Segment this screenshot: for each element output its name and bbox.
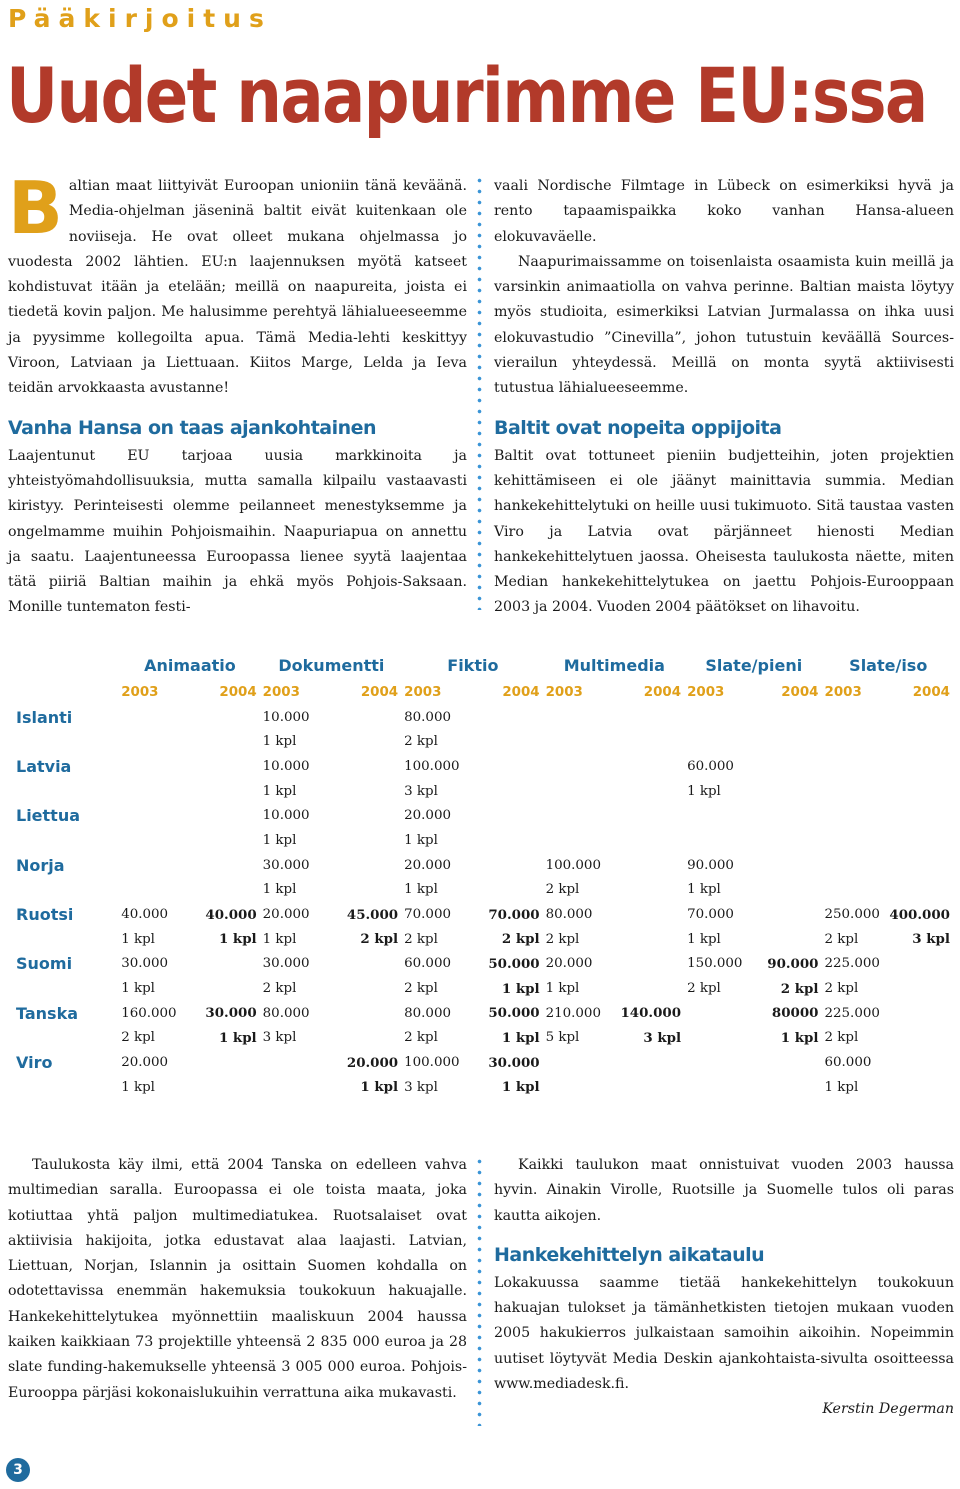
grant-cell-2003: 2 kpl [262,981,297,997]
grant-cell-2003: 2 kpl [404,981,438,997]
grant-cell-2003: 5 kpl [545,1030,580,1046]
grant-cell-2004 [754,729,823,754]
table-row [6,1001,954,1026]
subheading-schedule: Hankekehittelyn aikataulu [494,1243,765,1266]
grant-cell-2003: 100.000 [404,758,460,774]
grant-cell-2004 [190,779,261,804]
intro-paragraph [8,166,467,402]
year-header: 2004 [502,684,540,700]
article-column-right [494,174,954,614]
grant-cell-2004 [614,853,685,878]
country-label: Tanska [16,1003,78,1023]
development-grants-table [6,650,954,1100]
grant-cell-2003: 1 kpl [262,882,297,898]
grant-cell-2003: 2 kpl [404,1030,438,1046]
grant-cell-2004 [473,878,544,903]
grant-cell-2004: 1 kpl [218,931,257,948]
grant-cell-2004: 1 kpl [218,1029,257,1046]
grant-cell-2004 [754,1075,823,1100]
year-header-row [6,680,954,705]
grant-cell-2004 [190,729,261,754]
category-header: Dokumentti [278,655,385,675]
grant-cell-2003: 90.000 [687,857,734,873]
table-row [6,1050,954,1075]
grant-cell-2004 [473,828,544,853]
grant-cell-2004 [331,1026,402,1051]
year-header: 2004 [781,684,819,700]
grant-cell-2003: 20.000 [404,857,451,873]
grant-cell-2003 [685,1001,754,1026]
grant-cell-2003 [119,729,190,754]
year-header: 2003 [404,684,442,700]
category-header: Fiktio [447,655,499,675]
grant-cell-2004: 1 kpl [501,1029,540,1046]
paragraph-hansa-part1: Laajentunut EU tarjoaa uusia markkinoita ja yhteistyömahdollisuuksia, mutta samalla kilpailu vastaavasti kiristyy. Perinteisesti olemme peilanneet menestyksemme ja ongelmamme muihin Pohjoismaihin. Naapuriapua on annettu ja saatu. Laajentuneessa Euroopassa lienee syytä laajentaa tätä piiriä Baltian maihin ja ehkä myös Pohjois-Saksaan. Monille tuntematon festi- [8,447,467,616]
article-bottom-left [8,1153,467,1406]
category-header: Slate/iso [849,655,928,675]
grant-cell-2004: 90.000 [767,955,819,972]
grant-cell-2004 [754,853,823,878]
drop-cap: B [8,166,63,250]
grant-cell-2003 [544,1050,615,1075]
grant-cell-2003: 2 kpl [121,1030,155,1046]
grant-cell-2004: 140.000 [620,1005,682,1022]
grant-cell-2003: 2 kpl [404,734,438,750]
grant-cell-2003: 1 kpl [262,931,297,947]
grant-cell-2004 [888,976,954,1001]
grant-cell-2004 [614,1075,685,1100]
grant-cell-2003: 2 kpl [824,981,859,997]
grant-cell-2003 [823,828,889,853]
grant-cell-2003: 100.000 [404,1055,460,1071]
grant-cell-2003 [685,1050,754,1075]
grant-cell-2004 [888,1026,954,1051]
grant-cell-2003: 1 kpl [262,783,297,799]
grant-cell-2004 [614,927,685,952]
grant-cell-2004 [190,976,261,1001]
grant-cell-2004 [614,902,685,927]
year-header: 2004 [643,684,682,700]
grant-cell-2004 [888,1050,954,1075]
paragraph-table-summary: Taulukosta käy ilmi, että 2004 Tanska on edelleen vahva multimedian saralla. Euroopassa ei ole toista maata, joka kotiuttaa yhtä paljon multimediatukea. Ruotsalaiset ovat aktiivisia hakijoita, jotka edustavat alaa laajasti. Latvian, Liettuan, Norjan, Islannin ja osittain Suomen kohdalla on odotettavissa enemmän hakemuksia toukokuun hakuajalle. Hankekehittelytukea myönnettiin maaliskuun 2004 haussa kaiken kaikkiaan 73 projektille yhteensä 2 835 000 euroa ja 28 slate funding-hakemukselle yhteensä 3 005 000 euroa. Pohjois-Eurooppa pärjäsi kokonaislukuihin verrattuna aika mukavasti. [8,1157,467,1401]
grant-cell-2003: 1 kpl [262,832,297,848]
grant-cell-2003 [685,828,754,853]
grant-cell-2004 [888,754,954,779]
grant-cell-2003 [119,754,190,779]
grant-cell-2003: 2 kpl [824,1030,859,1046]
grant-cell-2003: 20.000 [262,907,310,923]
grant-cell-2004 [473,705,544,730]
category-header: Slate/pieni [705,655,803,675]
year-header: 2004 [219,684,257,700]
grant-cell-2004 [473,803,544,828]
grant-cell-2004 [331,705,402,730]
grant-cell-2004 [473,779,544,804]
grant-cell-2003: 10.000 [262,709,310,725]
grant-cell-2003: 80.000 [545,907,593,923]
section-kicker: Pääkirjoitus [8,4,272,33]
country-label: Norja [16,855,65,875]
grant-cell-2004 [754,705,823,730]
grant-cell-2004 [754,803,823,828]
grant-cell-2003: 2 kpl [404,931,438,947]
grant-cell-2003: 30.000 [262,857,310,873]
grant-cell-2003: 225.000 [824,1005,880,1021]
grant-cell-2004 [331,729,402,754]
grant-cell-2004: 30.000 [205,1005,257,1022]
year-header: 2004 [360,684,399,700]
grant-cell-2003 [685,803,754,828]
table-row [6,927,954,952]
grant-cell-2003: 250.000 [824,907,880,923]
grant-cell-2004 [331,1001,402,1026]
grant-cell-2003: 30.000 [121,956,169,972]
grant-cell-2004 [888,729,954,754]
grant-cell-2003 [119,878,190,903]
grant-cell-2003 [119,779,190,804]
year-header: 2003 [262,684,300,700]
grant-cell-2004: 1 kpl [501,1079,540,1096]
grant-cell-2004 [190,828,261,853]
grant-cell-2003: 1 kpl [121,981,155,997]
grant-cell-2004 [754,878,823,903]
grant-cell-2004: 20.000 [346,1054,399,1071]
year-header: 2003 [824,684,862,700]
grant-cell-2003: 10.000 [262,808,310,824]
table-row [6,976,954,1001]
grant-cell-2004 [614,754,685,779]
grant-cell-2003 [823,705,889,730]
grant-cell-2004 [888,878,954,903]
year-header: 2003 [121,684,159,700]
grant-cell-2003: 150.000 [687,956,743,972]
grant-cell-2004: 50.000 [488,955,540,972]
subheading-hansa: Vanha Hansa on taas ajankohtainen [8,416,377,439]
grant-cell-2004 [331,853,402,878]
grant-cell-2003: 1 kpl [262,734,297,750]
grant-cell-2003 [685,705,754,730]
grant-cell-2004 [888,952,954,977]
grant-cell-2003: 3 kpl [262,1030,297,1046]
article-column-left [8,166,467,616]
column-divider-dots [477,175,482,610]
grant-cell-2003 [119,828,190,853]
grant-cell-2004 [614,828,685,853]
country-label: Ruotsi [16,905,74,925]
bottom-divider-dots [477,1156,482,1426]
table-row [6,803,954,828]
grant-cell-2004 [888,853,954,878]
grant-cell-2003 [685,729,754,754]
country-label: Suomi [16,954,73,974]
country-label: Latvia [16,756,72,776]
grant-cell-2004: 400.000 [889,906,950,923]
grant-cell-2004 [614,976,685,1001]
grant-cell-2004 [190,1075,261,1100]
grant-cell-2003: 1 kpl [121,1079,155,1095]
grant-cell-2003 [544,705,615,730]
subheading-baltics: Baltit ovat nopeita oppijoita [494,416,782,439]
grant-cell-2003: 60.000 [824,1055,872,1071]
grant-cell-2003: 10.000 [262,758,310,774]
grant-cell-2003: 2 kpl [545,882,580,898]
grant-cell-2004: 3 kpl [912,931,950,948]
grant-cell-2004: 2 kpl [360,931,399,948]
table-row [6,705,954,730]
grant-cell-2003: 1 kpl [545,981,580,997]
intro-text: altian maat liittyivät Euroopan unioniin tänä keväänä. Media-ohjelman jäseninä baltit eivät kuitenkaan ole noviiseja. He ovat olleet mukana ohjelmassa jo vuodesta 2002 lähtien. EU:n laajennuksen myötä katseet kohdistuvat itään ja etelään; meillä on naapureita, joista ei tiedetä kovin paljon. Me halusimme perehtyä lähialueeseemme ja pyysimme kollegoilta apua. Tämä Media-lehti keskittyy Viroon, Latviaan ja Liettuaan. Kiitos Marge, Lelda ja Ieva teidän arvokkaasta avustanne! [8,178,467,397]
grant-cell-2004 [331,952,402,977]
grant-cell-2004: 1 kpl [780,1029,819,1046]
paragraph-schedule: Lokakuussa saamme tietää hankekehittelyn toukokuun hakuajan tulokset ja tämänhetkisten tietojen mukaan vuoden 2005 hakukierros julkaistaan samoihin aikoihin. Nopeimmin uutiset löytyvät Media Deskin ajankohtaista-sivulta osoitteessa www.mediadesk.fi. [494,1274,954,1393]
country-label: Liettua [16,806,81,826]
category-header: Animaatio [144,655,236,675]
grant-cell-2003: 1 kpl [121,931,155,947]
grant-cell-2004: 1 kpl [501,980,540,997]
grant-cell-2004 [190,705,261,730]
grant-cell-2003: 210.000 [545,1005,601,1021]
grant-cell-2003: 1 kpl [687,931,721,947]
grant-cell-2004 [331,878,402,903]
grant-cell-2003: 2 kpl [545,931,580,947]
grant-cell-2004: 50.000 [488,1005,540,1022]
grant-cell-2003: 80.000 [404,709,451,725]
grant-cell-2004 [614,729,685,754]
grant-cell-2003: 2 kpl [824,931,859,947]
grant-cell-2003 [823,729,889,754]
table-row [6,754,954,779]
grant-cell-2003 [544,754,615,779]
page-title: Uudet naapurimme EU:ssa [6,51,927,140]
grant-cell-2003: 70.000 [687,907,734,923]
grant-cell-2004 [888,705,954,730]
grant-cell-2004 [331,828,402,853]
grant-cell-2004: 80000 [771,1005,819,1022]
page-number: 3 [6,1458,30,1482]
table-row [6,853,954,878]
grant-cell-2004: 30.000 [488,1054,540,1071]
grant-cell-2003: 20.000 [121,1055,169,1071]
grant-cell-2003 [823,803,889,828]
author-signature: Kerstin Degerman [822,1401,954,1418]
grant-cell-2003: 1 kpl [824,1079,859,1095]
grant-cell-2004: 2 kpl [780,980,819,997]
grant-cell-2004 [614,878,685,903]
grant-cell-2004 [888,803,954,828]
grant-cell-2003 [261,1075,332,1100]
grant-cell-2004 [754,1050,823,1075]
grant-cell-2003 [261,1050,332,1075]
grant-cell-2004 [331,754,402,779]
table-row [6,1026,954,1051]
grant-cell-2003: 3 kpl [404,1079,438,1095]
country-label: Islanti [16,707,73,727]
grant-cell-2003 [544,779,615,804]
grant-cell-2003: 20.000 [545,956,593,972]
grant-cell-2003: 2 kpl [687,981,721,997]
grant-cell-2004: 40.000 [205,906,257,923]
grant-cell-2004 [190,952,261,977]
grant-cell-2003: 20.000 [404,808,451,824]
grant-cell-2003 [823,878,889,903]
grant-cell-2004 [331,976,402,1001]
grant-cell-2003 [823,853,889,878]
year-header: 2003 [545,684,583,700]
grant-cell-2004 [754,754,823,779]
grant-cell-2004 [473,754,544,779]
table-row [6,952,954,977]
grant-cell-2003: 1 kpl [687,783,721,799]
grant-cell-2003 [119,803,190,828]
grant-cell-2003: 225.000 [824,956,880,972]
grant-cell-2003: 30.000 [262,956,310,972]
grant-rows [6,705,954,1100]
grant-cell-2003: 1 kpl [404,832,438,848]
table-row [6,878,954,903]
year-header: 2004 [912,684,950,700]
table-row [6,828,954,853]
category-header: Multimedia [563,655,665,675]
grant-cell-2004 [888,1001,954,1026]
grant-cell-2003: 60.000 [404,956,451,972]
table-row [6,729,954,754]
grant-cell-2004 [190,803,261,828]
grant-cell-2003: 3 kpl [404,783,438,799]
grant-cell-2004: 2 kpl [501,931,540,948]
grant-cell-2004 [190,754,261,779]
paragraph-hansa-part2: vaali Nordische Filmtage in Lübeck on esimerkiksi hyvä ja rento tapaamispaikka koko vanhan Hansa-alueen elokuvaväelle. [494,178,954,245]
grant-cell-2004 [614,803,685,828]
grant-cell-2004 [473,729,544,754]
grant-cell-2004: 3 kpl [643,1029,682,1046]
year-header: 2003 [687,684,725,700]
grant-cell-2003 [544,729,615,754]
grant-cell-2004: 45.000 [346,906,399,923]
grant-cell-2003 [119,853,190,878]
grant-cell-2004 [888,828,954,853]
country-label: Viro [16,1053,53,1073]
grant-cell-2004 [888,1075,954,1100]
paragraph-success: Kaikki taulukon maat onnistuivat vuoden 2003 haussa hyvin. Ainakin Virolle, Ruotsille ja Suomelle tulos oli paras kautta aikojen. [494,1157,954,1224]
grant-cell-2003: 1 kpl [404,882,438,898]
grant-cell-2004 [614,779,685,804]
grant-cell-2004 [190,1050,261,1075]
grant-cell-2004 [473,853,544,878]
grant-cell-2003: 70.000 [404,907,451,923]
category-header-row [6,650,954,680]
grant-cell-2003 [685,1075,754,1100]
grant-cell-2003: 60.000 [687,758,734,774]
grant-cell-2003 [544,1075,615,1100]
grant-cell-2004 [754,902,823,927]
grant-cell-2004 [614,952,685,977]
grant-cell-2004: 70.000 [488,906,540,923]
paragraph-neighbours: Naapurimaissamme on toisenlaista osaamista kuin meillä ja varsinkin animaatiolla on vahva perinne. Baltian maista löytyy myös studioita, esimerkiksi Latvian Jurmalassa on ihka uusi elokuvastudio ”Cinevilla”, johon tutustuin keväällä Sources-vierailun yhteydessä. Meillä on monta syytä aktiivisesti tutustua lähialueeseemme. [494,253,954,397]
paragraph-baltics: Baltit ovat tottuneet pieniin budjetteihin, joten projektien kehittämiseen ei ole jäänyt mainittavia summia. Median hankekehittelytuki on heille uusi tukimuoto. Sitä taustaa vasten Viro ja Latvia ovat pärjänneet hienosti Median hankekehittelytuen jaossa. Oheisesta taulukosta näette, miten Median hankekehittelytukea on jaettu Pohjois-Eurooppaan 2003 ja 2004. Vuoden 2004 päätökset on lihavoitu. [494,447,954,616]
grant-cell-2003 [823,754,889,779]
grant-cell-2004 [614,1050,685,1075]
grant-cell-2004: 1 kpl [360,1079,399,1096]
grant-cell-2003: 100.000 [545,857,601,873]
grant-cell-2003 [544,803,615,828]
grant-cell-2004 [754,828,823,853]
grant-cell-2004 [754,927,823,952]
grant-cell-2004 [190,878,261,903]
grant-cell-2004 [754,779,823,804]
grant-cell-2003: 80.000 [404,1005,451,1021]
table-row [6,779,954,804]
grant-cell-2003 [685,1026,754,1051]
grant-cell-2003 [544,828,615,853]
grant-cell-2003: 40.000 [121,907,169,923]
grant-cell-2003: 80.000 [262,1005,310,1021]
grant-cell-2003: 160.000 [121,1005,177,1021]
grant-cell-2003: 1 kpl [687,882,721,898]
grant-cell-2004 [190,853,261,878]
grant-cell-2004 [614,705,685,730]
grant-cell-2004 [331,803,402,828]
grant-cell-2003 [823,779,889,804]
article-bottom-right [494,1153,954,1423]
table-row [6,902,954,927]
grant-cell-2003 [119,705,190,730]
table-row [6,1075,954,1100]
grant-cell-2004 [888,779,954,804]
grant-cell-2004 [331,779,402,804]
